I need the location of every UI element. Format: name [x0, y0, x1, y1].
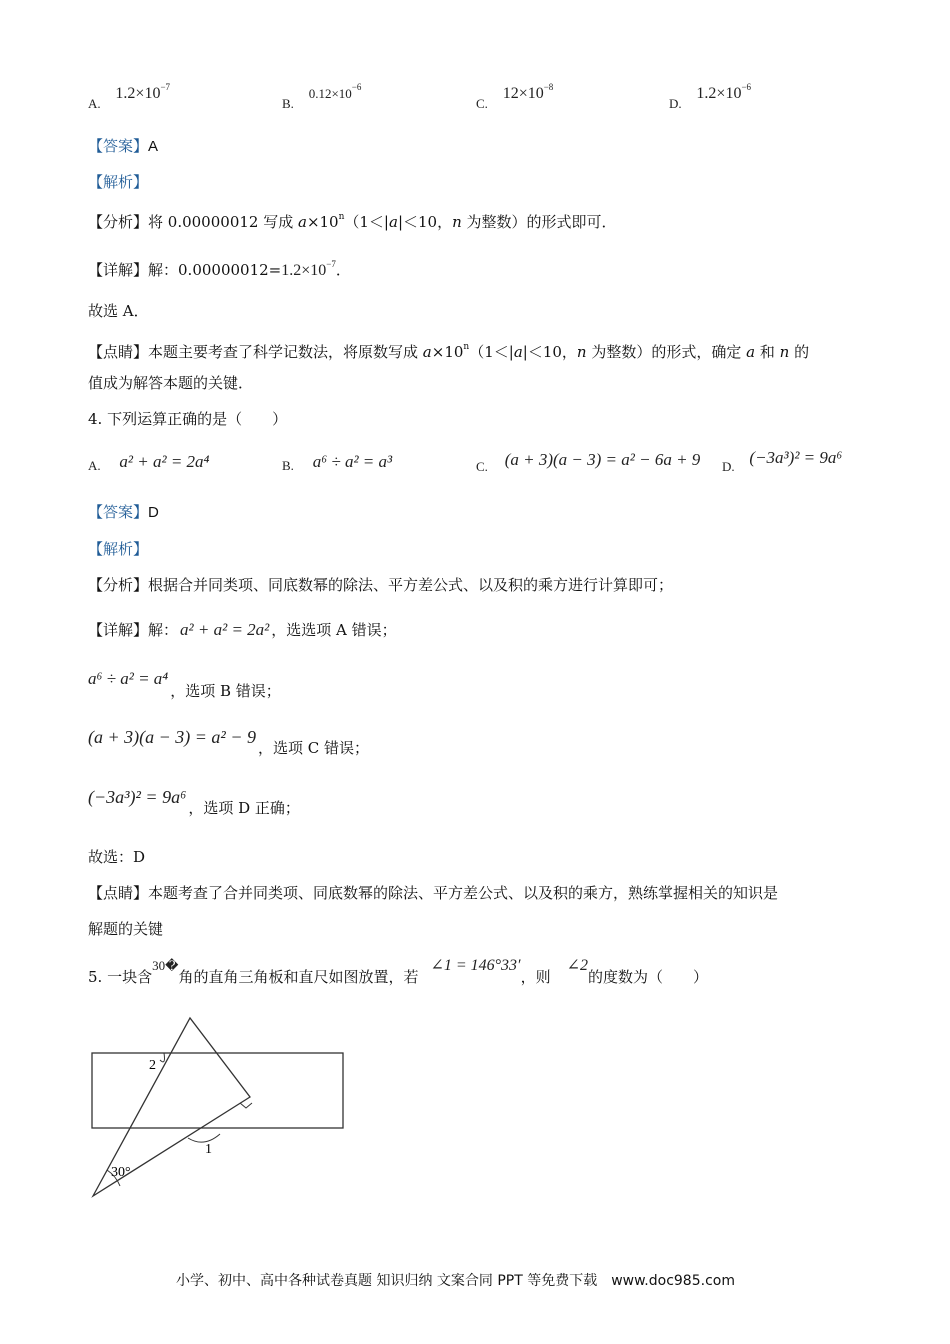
step-text: ，选项 B 错误； [170, 682, 281, 700]
q3-comment-line2: 值成为解答本题的关键． [88, 374, 254, 392]
angle-30-expr: 30� [152, 958, 179, 973]
q3-option-d [669, 82, 752, 111]
q4-option-c [476, 450, 701, 474]
q5-stem [88, 956, 708, 986]
option-letter: C. [476, 459, 488, 474]
step-expr: (−3a³)² = 9a⁶ [88, 787, 187, 807]
comment-text: |＜10， [522, 343, 577, 361]
var: n [452, 213, 462, 231]
step-text: ，选项 D 正确； [188, 799, 300, 817]
fenxi-text: （1＜| [344, 213, 389, 231]
page-footer: 小学、初中、高中各种试卷真题 知识归纳 文案合同 PPT 等免费下载 www.doc985.com [176, 1273, 735, 1289]
var: a [389, 213, 398, 231]
option-expr: $1.2\times 10^{-7}$ [115, 82, 171, 102]
label-2: 2 [149, 1058, 156, 1073]
option-letter: B. [282, 458, 294, 473]
fenxi-tag: 【分析】 [88, 213, 149, 231]
detail-tag: 【详解】 [88, 621, 149, 639]
option-expr: a⁶ ÷ a² = a³ [312, 452, 393, 471]
stem-text: 角的直角三角板和直尺如图放置，若 [178, 968, 419, 986]
var: n [576, 343, 587, 361]
q4-conclusion: 故选：D [88, 848, 146, 866]
option-expr: $0.12\times 10^{-6}$ [308, 82, 362, 101]
option-letter: D. [722, 459, 735, 474]
q4-option-d [722, 448, 843, 474]
q3-answer [88, 135, 158, 158]
option-expr: a² + a² = 2a⁴ [119, 452, 210, 471]
stem-text: 5. 一块含 [88, 968, 153, 986]
q4-step2 [88, 669, 281, 700]
detail-tag: 【详解】 [88, 261, 149, 279]
answer-tag: 【答案】 [88, 503, 149, 521]
comment-tag: 【点睛】 [88, 343, 149, 361]
option-letter: A. [88, 96, 101, 111]
fenxi-text: ×10 [306, 213, 339, 231]
q4-answer [88, 501, 159, 524]
fenxi-text: 为整数）的形式即可． [461, 213, 617, 231]
detail-math: $1.2\times 10^{-7}$ [281, 259, 336, 279]
exp: n [463, 342, 470, 352]
var: a [297, 213, 307, 231]
step-expr: (a + 3)(a − 3) = a² − 9 [88, 727, 256, 747]
stem-text: 的度数为（ ） [587, 968, 708, 986]
fenxi-tag: 【分析】 [88, 576, 149, 594]
q4-step3 [88, 727, 369, 757]
comment-text: 和 [755, 343, 780, 361]
step-text: ，选项 C 错误； [257, 739, 369, 757]
q3-conclusion: 故选 A． [88, 302, 149, 320]
q3-option-a [88, 82, 171, 111]
comment-text: （1＜| [469, 343, 514, 361]
q4-stem: 4. 下列运算正确的是（ ） [88, 410, 288, 428]
detail-expr: a² + a² = 2a² [180, 620, 270, 639]
option-expr: $12\times 10^{-8}$ [502, 82, 554, 102]
comment-text: 本题主要考查了科学记数法，将原数写成 [148, 343, 423, 361]
comment-tag: 【点睛】 [88, 884, 149, 902]
answer-tag: 【答案】 [88, 137, 149, 155]
q4-analysis-tag: 【解析】 [88, 540, 149, 558]
q3-comment-line1 [88, 336, 809, 363]
angle-1-expr: ∠1 = 146°33′ [430, 957, 521, 974]
q3-analysis-tag: 【解析】 [88, 173, 149, 191]
option-letter: D. [669, 96, 682, 111]
angle-2-expr: ∠2 [566, 957, 588, 974]
q3-fenxi [88, 206, 617, 233]
option-letter: B. [282, 96, 294, 111]
comment-text: ×10 [431, 343, 464, 361]
q4-comment-line1 [88, 882, 778, 904]
stem-text: ，则 [520, 968, 551, 986]
q4-detail [88, 619, 397, 641]
fenxi-text: 根据合并同类项、同底数幂的除法、平方差公式、以及积的乘方进行计算即可； [148, 576, 674, 594]
answer-value: D [148, 504, 159, 521]
detail-text: 解：0.00000012= [148, 261, 282, 279]
q4-fenxi [88, 574, 673, 596]
var: a [513, 343, 523, 361]
exp: n [338, 212, 345, 222]
detail-text: ，选选项 A 错误； [271, 621, 397, 639]
var: a [422, 343, 432, 361]
detail-text: 解： [148, 621, 179, 639]
option-expr: (−3a³)² = 9a⁶ [749, 448, 843, 467]
q4-step4 [88, 787, 300, 817]
fenxi-text: 将 0.00000012 写成 [148, 213, 298, 231]
angle-2-arc [160, 1053, 165, 1062]
var: n [779, 343, 790, 361]
label-1: 1 [205, 1142, 212, 1157]
comment-text: 本题考查了合并同类项、同底数幂的除法、平方差公式、以及积的乘方，熟练掌握相关的知识是 [148, 884, 779, 902]
label-30: 30° [111, 1165, 131, 1180]
q4-option-b [282, 452, 392, 472]
fenxi-text: |＜10， [397, 213, 453, 231]
q3-detail [88, 253, 351, 282]
q4-comment-line2: 解题的关键 [88, 920, 164, 938]
angle-1-arc [188, 1134, 220, 1142]
q4-option-a [88, 452, 209, 472]
detail-text: ． [335, 261, 351, 279]
answer-value: A [148, 138, 159, 155]
q3-option-c [476, 82, 554, 111]
comment-text: 为整数）的形式，确定 [586, 343, 747, 361]
option-expr: $1.2\times 10^{-6}$ [696, 82, 752, 102]
option-letter: A. [88, 458, 101, 473]
var: a [746, 343, 756, 361]
option-letter: C. [476, 96, 488, 111]
comment-text: 的 [789, 343, 810, 361]
q3-option-b [282, 82, 362, 111]
option-expr: (a + 3)(a − 3) = a² − 6a + 9 [504, 450, 701, 469]
right-angle-mark [240, 1103, 252, 1108]
q5-figure [80, 1010, 370, 1210]
step-expr: a⁶ ÷ a² = a⁴ [88, 669, 169, 688]
